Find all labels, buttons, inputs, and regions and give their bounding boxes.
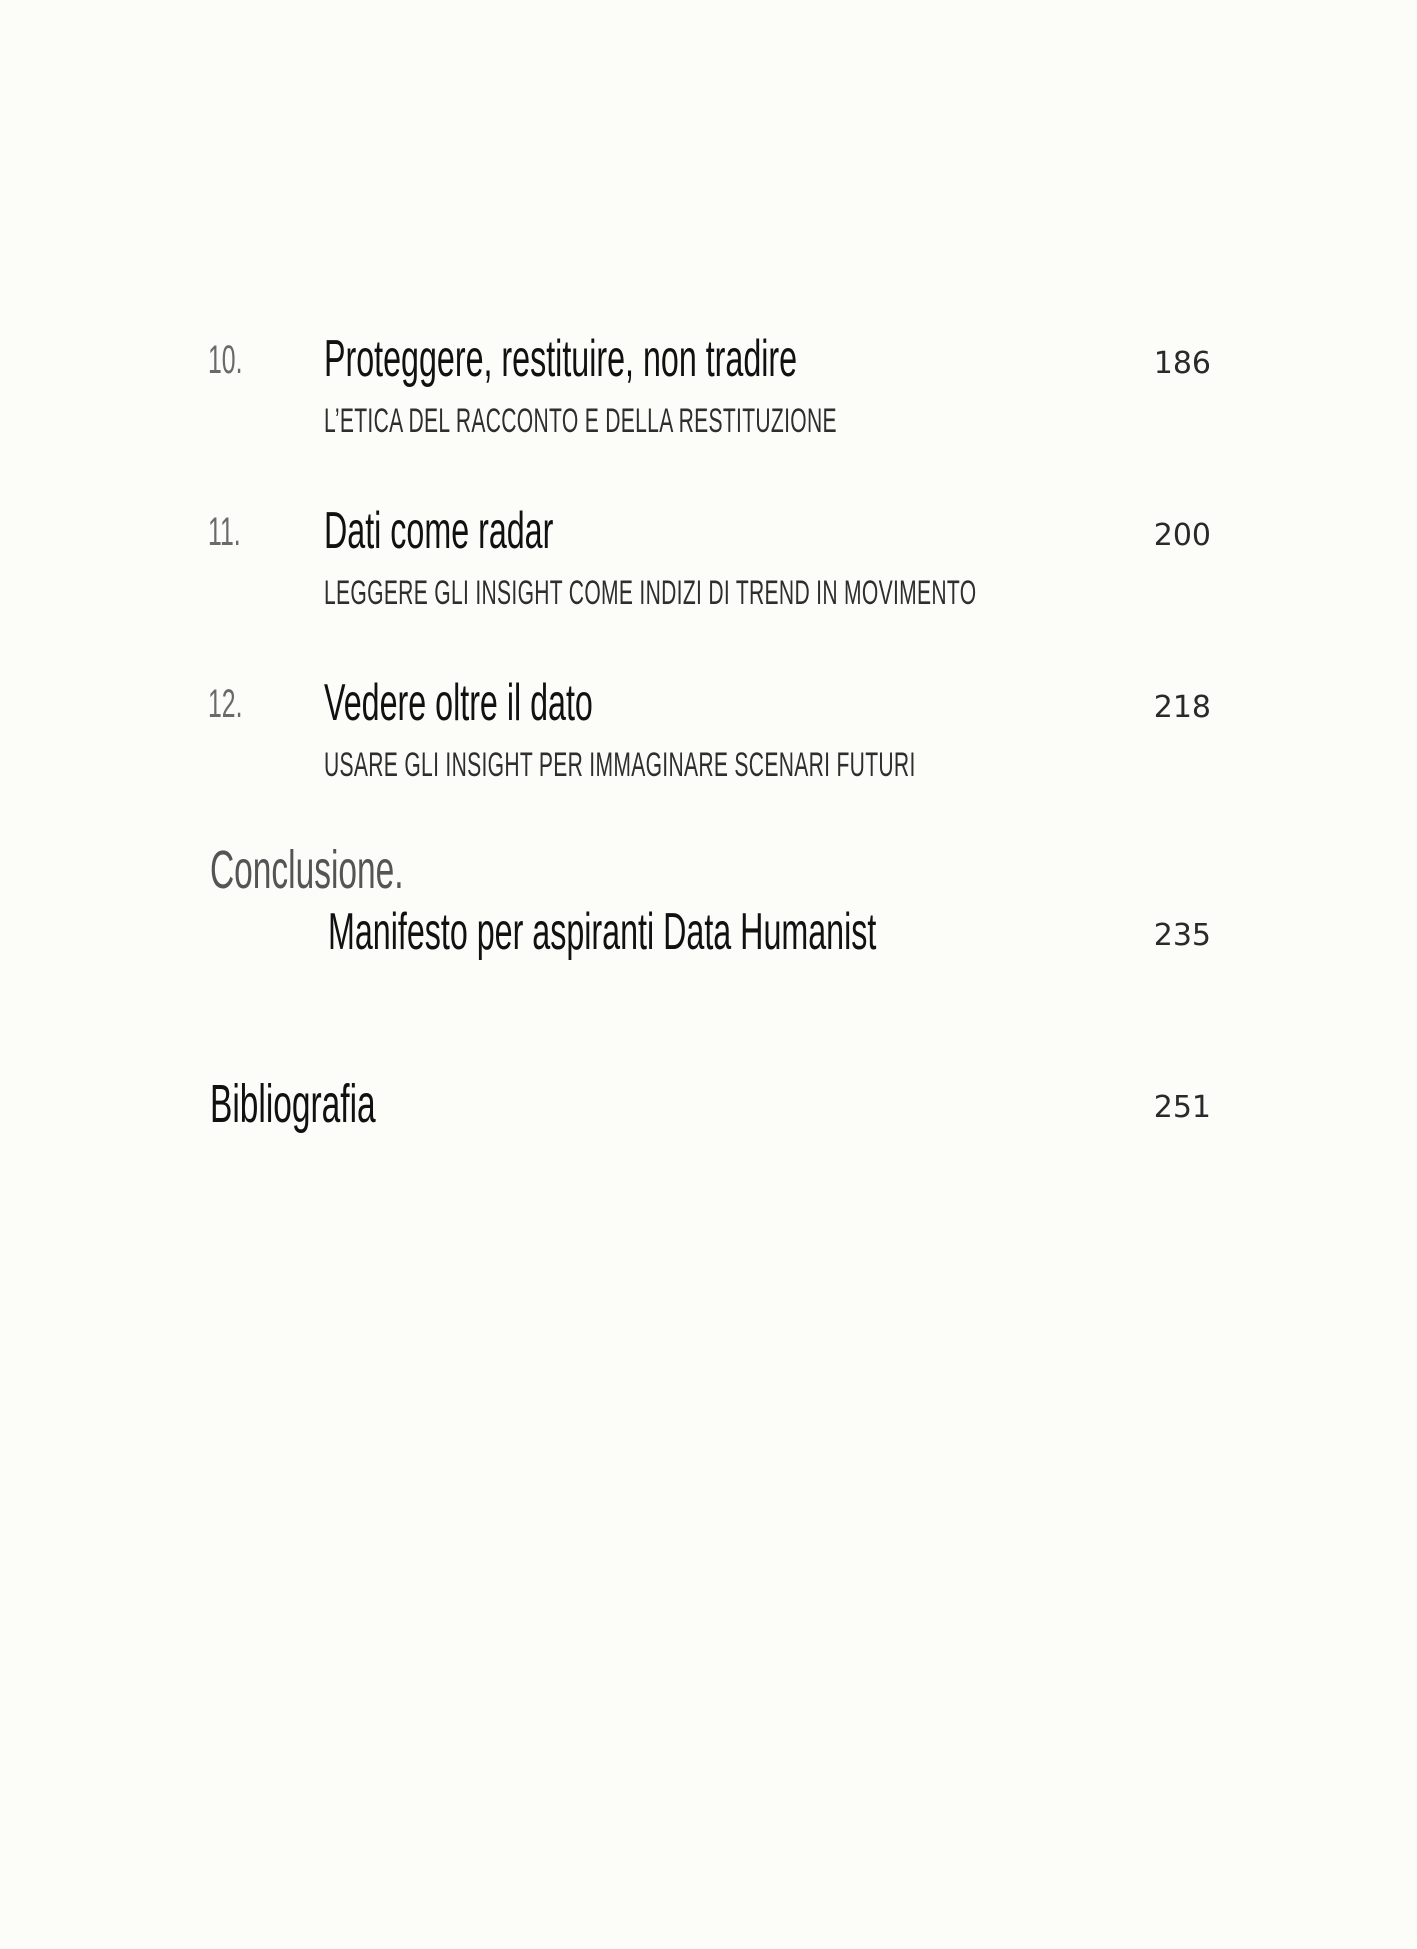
conclusion-heading: Conclusione. <box>210 840 404 900</box>
chapter-number: 12. <box>208 682 243 726</box>
bibliography-page-number: 251 <box>1153 1090 1211 1125</box>
chapter-page-number: 200 <box>1153 518 1211 553</box>
chapter-subtitle: LEGGERE GLI INSIGHT COME INDIZI DI TREND IN MOVIMENTO <box>324 574 977 612</box>
conclusion-page-number: 235 <box>1153 918 1211 953</box>
bibliography-title: Bibliografia <box>210 1074 376 1134</box>
chapter-title: Dati come radar <box>324 502 554 560</box>
chapter-title: Proteggere, restituire, non tradire <box>324 330 798 388</box>
chapter-number: 10. <box>208 338 243 382</box>
chapter-page-number: 218 <box>1153 690 1211 725</box>
chapter-subtitle: USARE GLI INSIGHT PER IMMAGINARE SCENARI FUTURI <box>324 746 916 784</box>
chapter-page-number: 186 <box>1153 346 1211 381</box>
chapter-subtitle: L’ETICA DEL RACCONTO E DELLA RESTITUZIONE <box>324 402 837 440</box>
chapter-number: 11. <box>208 510 241 554</box>
conclusion-title: Manifesto per aspiranti Data Humanist <box>328 903 877 961</box>
chapter-title: Vedere oltre il dato <box>324 674 593 732</box>
